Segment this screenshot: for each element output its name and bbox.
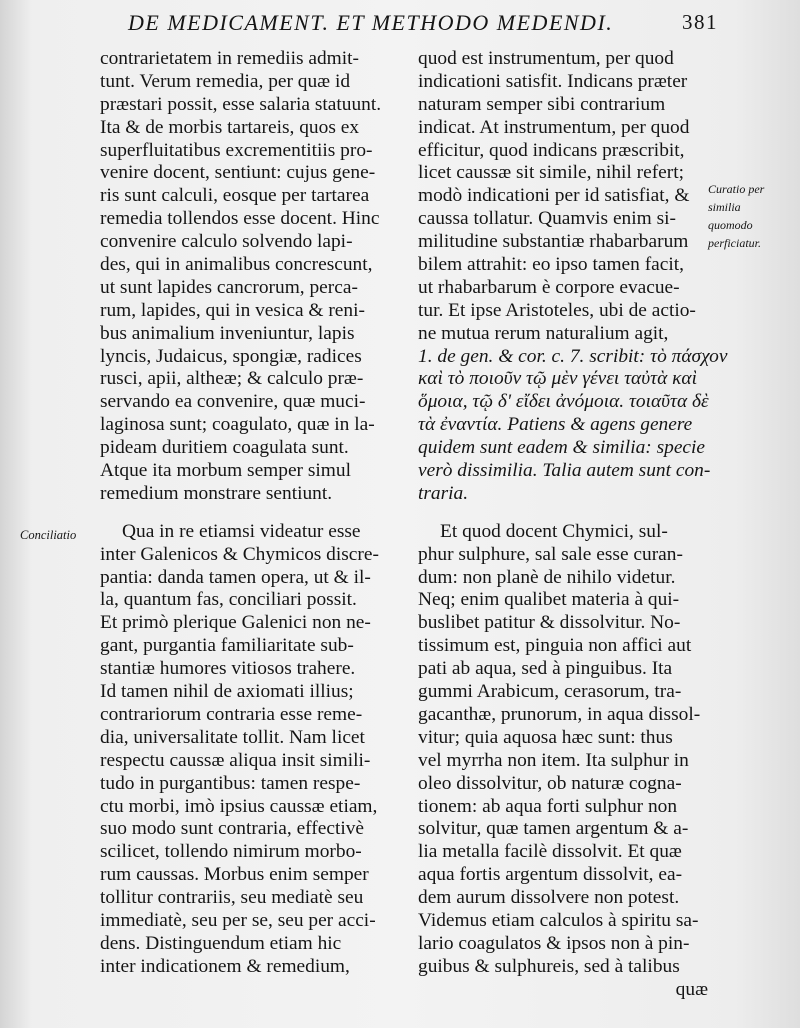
margin-note-conciliatio: Conciliatio: [20, 528, 77, 542]
aristotle-reference: 1. de gen. & cor. c. 7. scribit:: [418, 345, 646, 367]
text-line: naturam semper sibi contrarium: [418, 93, 666, 115]
text-line: bus animalium inveniuntur, lapis: [100, 322, 355, 344]
text-line: quod est instrumentum, per quod: [418, 48, 674, 69]
text-line: ris sunt calculi, eosque per tartarea: [100, 185, 370, 207]
text-line: ctu morbi, imò ipsius caussæ etiam,: [100, 795, 378, 817]
catchword: quæ: [675, 978, 708, 1000]
text-line: rum caussas. Morbus enim semper: [100, 864, 369, 886]
text-line: caussa tollatur. Quamvis enim si-: [418, 208, 676, 230]
text-line: inter indicationem & remedium,: [100, 955, 350, 977]
text-line: dia, universalitate tollit. Nam licet: [100, 726, 365, 748]
text-line: dens. Distinguendum etiam hic: [100, 932, 342, 954]
text-line: phur sulphure, sal sale esse curan-: [418, 543, 683, 565]
text-line: ut sunt lapides cancrorum, perca-: [100, 276, 358, 298]
text-line: militudine substantiæ rhabarbarum: [418, 231, 689, 253]
margin-note-curatio: [708, 180, 800, 252]
text-line: suo modo sunt contraria, effectivè: [100, 818, 365, 840]
text-line: aqua fortis argentum dissolvit, ea-: [418, 864, 683, 886]
running-title: DE MEDICAMENT. ET METHODO MEDENDI.: [128, 10, 614, 35]
text-line: venire docent, sentiunt: cujus gene-: [100, 162, 376, 184]
text-line: indicationi satisfit. Indicans præter: [418, 70, 688, 92]
text-line: rum, lapides, qui in vesica & reni-: [100, 299, 365, 321]
text-line: vel myrrha non item. Ita sulphur in: [418, 749, 689, 771]
latin-translation-start: Patiens & agens genere: [507, 414, 693, 436]
text-line: efficitur, quod indicans præscribit,: [418, 139, 685, 161]
text-line: buslibet patitur & dissolvitur. No-: [418, 612, 681, 634]
text-line: scilicet, tollendo nimirum morbo-: [100, 841, 362, 863]
text-line: lyncis, Judaicus, spongiæ, radices: [100, 345, 362, 367]
text-line: tionem: ab aqua forti sulphur non: [418, 795, 678, 817]
text-line: stantiæ humores vitiosos trahere.: [100, 658, 356, 680]
text-line: vitur; quia aquosa hæc sunt: thus: [418, 726, 673, 748]
page-number: 381: [682, 10, 718, 34]
paragraph-gap: [100, 506, 388, 521]
text-line: remedia tollendos esse docent. Hinc: [100, 208, 380, 230]
text-line: convenire calculo solvendo lapi-: [100, 231, 353, 253]
text-line: lario coagulatos & ipsos non à pin-: [418, 932, 690, 954]
text-line: [418, 414, 712, 437]
right-paragraph-1: [418, 48, 712, 346]
text-line: superfluitatibus excrementitiis pro-: [100, 139, 373, 161]
text-line: des, qui in animalibus concrescunt,: [100, 254, 373, 276]
greek-line: ὅμοια, τῷ δ' εἴδει ἀνόμοια. τοιαῦτα δὲ: [418, 391, 709, 413]
greek-line: καὶ τὸ ποιοῦν τῷ μὲν γένει ταὐτὰ καὶ: [418, 368, 697, 390]
left-paragraph-1: [100, 48, 388, 506]
text-line: contrarietatem in remediis admit-: [100, 48, 359, 69]
margin-note-line: perficiatur.: [708, 236, 761, 250]
text-line: Id tamen nihil de axiomati illius;: [100, 681, 354, 703]
text-line: tollitur contrariis, seu mediatè seu: [100, 887, 364, 909]
text-line: tunt. Verum remedia, per quæ id: [100, 70, 351, 92]
left-paragraph-2: [100, 521, 388, 979]
text-line: tudo in purgantibus: tamen respe-: [100, 772, 361, 794]
latin-translation-line: traria.: [418, 482, 469, 504]
text-line: Et primò plerique Galenici non ne-: [100, 612, 371, 634]
text-line: tur. Et ipse Aristoteles, ubi de actio-: [418, 299, 696, 321]
right-column: [418, 48, 728, 1002]
text-line: gummi Arabicum, cerasorum, tra-: [418, 681, 682, 703]
greek-quote-start: τὸ πάσχον: [650, 345, 728, 367]
latin-translation-line: verò dissimilia. Talia autem sunt con-: [418, 460, 711, 482]
text-line: Neq; enim qualibet materia à qui-: [418, 589, 680, 611]
text-line: pantia: danda tamen opera, ut & il-: [100, 566, 371, 588]
text-line: Qua in re etiamsi videatur esse: [122, 520, 361, 542]
text-line: gacanthæ, prunorum, in aqua dissol-: [418, 703, 701, 725]
text-line: modò indicationi per id satisfiat, &: [418, 185, 690, 207]
text-line: respectu caussæ aliqua insit simili-: [100, 749, 371, 771]
text-line: ut rhabarbarum è corpore evacue-: [418, 276, 680, 298]
margin-note-line: quomodo: [708, 218, 753, 232]
text-line: pati ab aqua, sed à pinguibus. Ita: [418, 658, 673, 680]
margin-note-line: similia: [708, 200, 741, 214]
text-line: immediatè, seu per se, seu per acci-: [100, 909, 376, 931]
text-line: gant, purgantia familiaritate sub-: [100, 635, 354, 657]
text-line: solvitur, quæ tamen argentum & a-: [418, 818, 689, 840]
text-line: indicat. At instrumentum, per quod: [418, 116, 690, 138]
left-column: [100, 48, 388, 979]
text-line: pideam duritiem coagulata sunt.: [100, 437, 349, 459]
text-line: bilem attrahit: eo ipso tamen facit,: [418, 254, 684, 276]
text-line: contrariorum contraria esse reme-: [100, 703, 363, 725]
text-line: licet caussæ sit simile, nihil refert;: [418, 162, 685, 184]
paragraph-gap: [418, 506, 712, 521]
text-line: præstari possit, esse salaria statuunt.: [100, 93, 382, 115]
text-line: la, quantum fas, conciliari possit.: [100, 589, 357, 611]
text-line: dum: non planè de nihilo videtur.: [418, 566, 676, 588]
text-line: guibus & sulphureis, sed à talibus: [418, 955, 680, 977]
text-line: lia metalla facilè dissolvit. Et quæ: [418, 841, 682, 863]
text-line: Videmus etiam calculos à spiritu sa-: [418, 909, 699, 931]
text-line: oleo dissolvitur, ob naturæ cogna-: [418, 772, 682, 794]
text-line: Atque ita morbum semper simul: [100, 460, 351, 482]
right-paragraph-2: [418, 521, 712, 979]
text-line: ne mutua rerum naturalium agit,: [418, 322, 669, 344]
text-line: laginosa sunt; coagulato, quæ in la-: [100, 414, 375, 436]
latin-translation-line: quidem sunt eadem & similia: specie: [418, 437, 706, 459]
text-line: inter Galenicos & Chymicos discre-: [100, 543, 379, 565]
text-line: [418, 345, 728, 369]
text-line: Ita & de morbis tartareis, quos ex: [100, 116, 360, 138]
text-line: tissimum est, pinguia non affici aut: [418, 635, 692, 657]
text-line: Et quod docent Chymici, sul-: [440, 520, 668, 542]
text-line: remedium monstrare sentiunt.: [100, 482, 333, 504]
margin-note-line: Curatio per: [708, 182, 765, 196]
text-line: rusci, apii, altheæ; & calculo præ-: [100, 368, 364, 390]
running-header: [128, 10, 718, 36]
greek-line: τὰ ἐναντία.: [418, 414, 503, 436]
text-line: servando ea convenire, quæ muci-: [100, 391, 366, 413]
text-line: dem aurum dissolvere non potest.: [418, 887, 680, 909]
